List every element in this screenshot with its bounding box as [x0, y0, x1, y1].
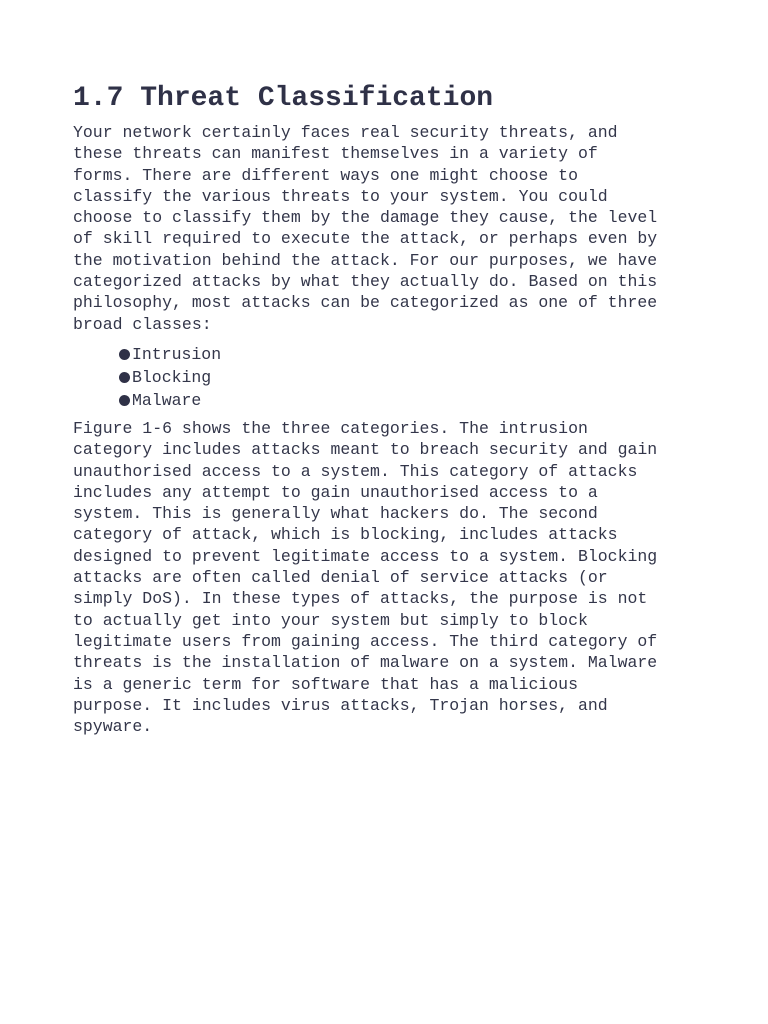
body-line: includes any attempt to gain unauthorised access to a [73, 482, 598, 502]
intro-line: choose to classify them by the damage they cause, the level [73, 208, 658, 228]
list-item-malware [119, 389, 713, 412]
bullet-dot-icon [119, 395, 130, 406]
threat-class-list [73, 343, 713, 412]
intro-line: of skill required to execute the attack, or perhaps even by [73, 229, 658, 249]
document-page [73, 80, 713, 737]
body-paragraph [73, 418, 713, 737]
list-item-label: Blocking [132, 367, 212, 387]
list-item-intrusion [119, 343, 713, 366]
body-line: designed to prevent legitimate access to a system. Blocking [73, 546, 658, 566]
body-line: category includes attacks meant to breach security and gain [73, 440, 658, 460]
intro-paragraph [73, 122, 713, 335]
bullet-dot-icon [119, 372, 130, 383]
intro-line: Your network certainly faces real security threats, and [73, 123, 618, 142]
list-item-label: Intrusion [132, 344, 222, 364]
body-line: threats is the installation of malware on a system. Malware [73, 653, 658, 673]
body-line: purpose. It includes virus attacks, Trojan horses, and [73, 695, 608, 715]
list-item-blocking [119, 366, 713, 389]
body-line: simply DoS). In these types of attacks, the purpose is not [73, 589, 648, 609]
intro-line: broad classes: [73, 314, 212, 334]
list-item-label: Malware [132, 390, 202, 410]
body-line: system. This is generally what hackers do. The second [73, 504, 598, 524]
body-line: unauthorised access to a system. This category of attacks [73, 461, 638, 481]
body-line: is a generic term for software that has a malicious [73, 674, 578, 694]
intro-line: categorized attacks by what they actually do. Based on this [73, 272, 658, 292]
intro-line: the motivation behind the attack. For our purposes, we have [73, 250, 658, 270]
section-title: 1.7 Threat Classification [73, 83, 494, 114]
body-line: legitimate users from gaining access. The third category of [73, 631, 658, 651]
body-line: category of attack, which is blocking, includes attacks [73, 525, 618, 545]
body-line: spyware. [73, 717, 153, 737]
body-line: to actually get into your system but simply to block [73, 610, 588, 630]
intro-line: classify the various threats to your system. You could [73, 186, 608, 206]
intro-line: forms. There are different ways one might choose to [73, 165, 578, 185]
body-line: Figure 1-6 shows the three categories. The intrusion [73, 418, 588, 438]
bullet-dot-icon [119, 349, 130, 360]
intro-line: philosophy, most attacks can be categorized as one of three [73, 293, 658, 313]
body-line: attacks are often called denial of service attacks (or [73, 568, 608, 588]
intro-line: these threats can manifest themselves in a variety of [73, 144, 598, 164]
